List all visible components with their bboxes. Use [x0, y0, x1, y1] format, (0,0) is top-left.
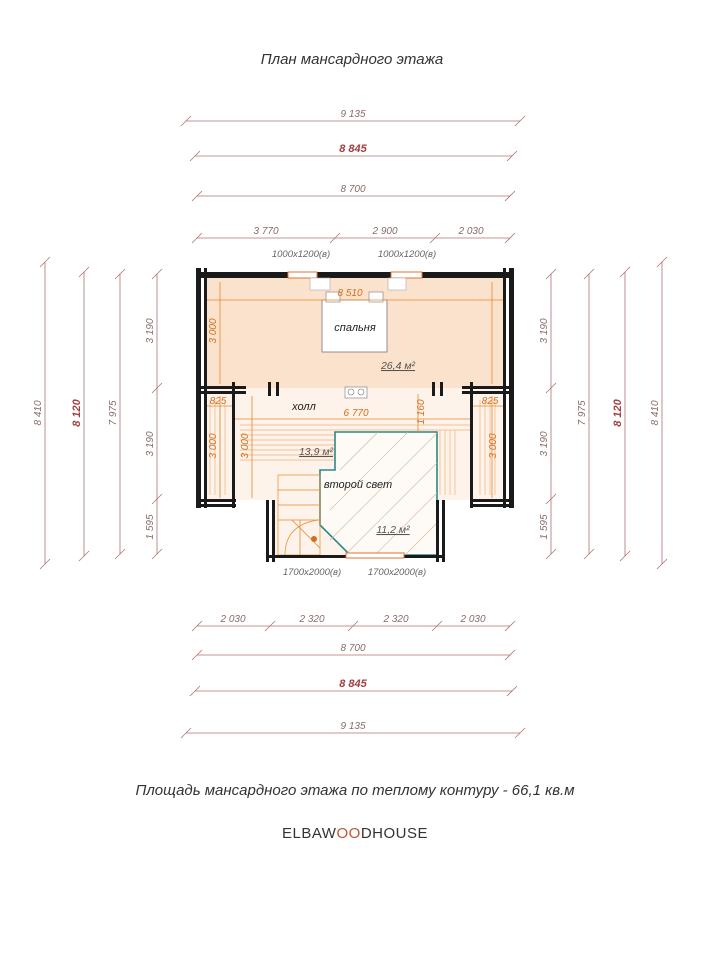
left-inner-dim-b: 3 000 — [208, 433, 219, 459]
left-overall-outer-dim: 8 410 — [33, 400, 44, 426]
bottom-segment-dim-3: 2 320 — [383, 614, 409, 625]
left-segment-dim-1: 3 190 — [145, 318, 156, 344]
bottom-segment-dim-4: 2 030 — [460, 614, 486, 625]
bottom-overall-outer-dim: 9 135 — [340, 721, 366, 732]
right-overall-outer-dim: 8 410 — [650, 400, 661, 426]
top-overall-inner-dim: 8 700 — [340, 184, 366, 195]
bottom-segment-dim-1: 2 030 — [220, 614, 246, 625]
brand-part-3: DHOUSE — [360, 825, 428, 842]
room-label-bedroom: спальня — [334, 322, 376, 334]
left-inner-dim-c: 3 000 — [240, 433, 251, 459]
bottom-dimensions — [181, 614, 525, 738]
brand-logo — [282, 825, 428, 842]
fixture-left — [310, 278, 330, 290]
window-label-bottom-right: 1700х2000(в) — [367, 567, 427, 578]
top-segment-dim-2: 2 900 — [372, 226, 398, 237]
right-segment-dim-3: 1 595 — [539, 514, 550, 540]
room-area-void: 11,2 м² — [376, 524, 410, 536]
right-segment-dim-1: 3 190 — [539, 318, 550, 344]
hall-width-dim: 6 770 — [343, 408, 369, 419]
window-label-bottom-left: 1700х2000(в) — [282, 567, 342, 578]
fixture-right — [388, 278, 406, 290]
left-segment-dim-3: 1 595 — [145, 514, 156, 540]
left-inner-dim-a: 3 000 — [208, 318, 219, 344]
brand-part-2: OO — [336, 825, 361, 842]
right-segment-dim-2: 3 190 — [539, 431, 550, 457]
right-dimensions — [539, 257, 667, 569]
area-summary-note: Площадь мансардного этажа по теплому контуру - 66,1 кв.м — [135, 782, 575, 799]
left-overall-inner-dim: 7 975 — [108, 400, 119, 426]
plan-title: План мансардного этажа — [260, 51, 444, 68]
window-label-top-right: 1000х1200(в) — [377, 249, 437, 260]
brand-part-1: ELBAW — [282, 825, 337, 842]
stair-marker-icon — [311, 536, 317, 542]
right-overall-bold-dim: 8 120 — [612, 399, 624, 427]
window-label-top-left: 1000х1200(в) — [271, 249, 331, 260]
right-inner-dim-b: 3 000 — [488, 433, 499, 459]
left-overall-bold-dim: 8 120 — [71, 399, 83, 427]
bottom-overall-inner-dim: 8 700 — [340, 643, 366, 654]
hall-left-dim: 825 — [209, 396, 227, 407]
left-dimensions — [33, 257, 162, 569]
room-area-stair-zone: 13,9 м² — [298, 446, 334, 458]
top-overall-bold-dim: 8 845 — [339, 143, 367, 155]
second-light-void — [320, 432, 437, 555]
top-overall-outer-dim: 9 135 — [340, 109, 366, 120]
room-label-hall: холл — [292, 401, 316, 413]
bottom-segment-dim-2: 2 320 — [299, 614, 325, 625]
left-segment-dim-2: 3 190 — [145, 431, 156, 457]
right-overall-inner-dim: 7 975 — [577, 400, 588, 426]
top-segment-dim-1: 3 770 — [253, 226, 279, 237]
room-label-void: второй свет — [323, 479, 393, 491]
top-dimensions — [181, 109, 525, 243]
bottom-overall-bold-dim: 8 845 — [339, 678, 367, 690]
hall-right-dim: 825 — [481, 396, 499, 407]
room-area-bedroom: 26,4 м² — [380, 360, 416, 372]
pillow-right — [369, 292, 383, 302]
top-segment-dim-3: 2 030 — [458, 226, 484, 237]
hall-depth-dim: 1 160 — [416, 399, 427, 425]
bedroom-width-dim: 8 510 — [337, 288, 363, 299]
